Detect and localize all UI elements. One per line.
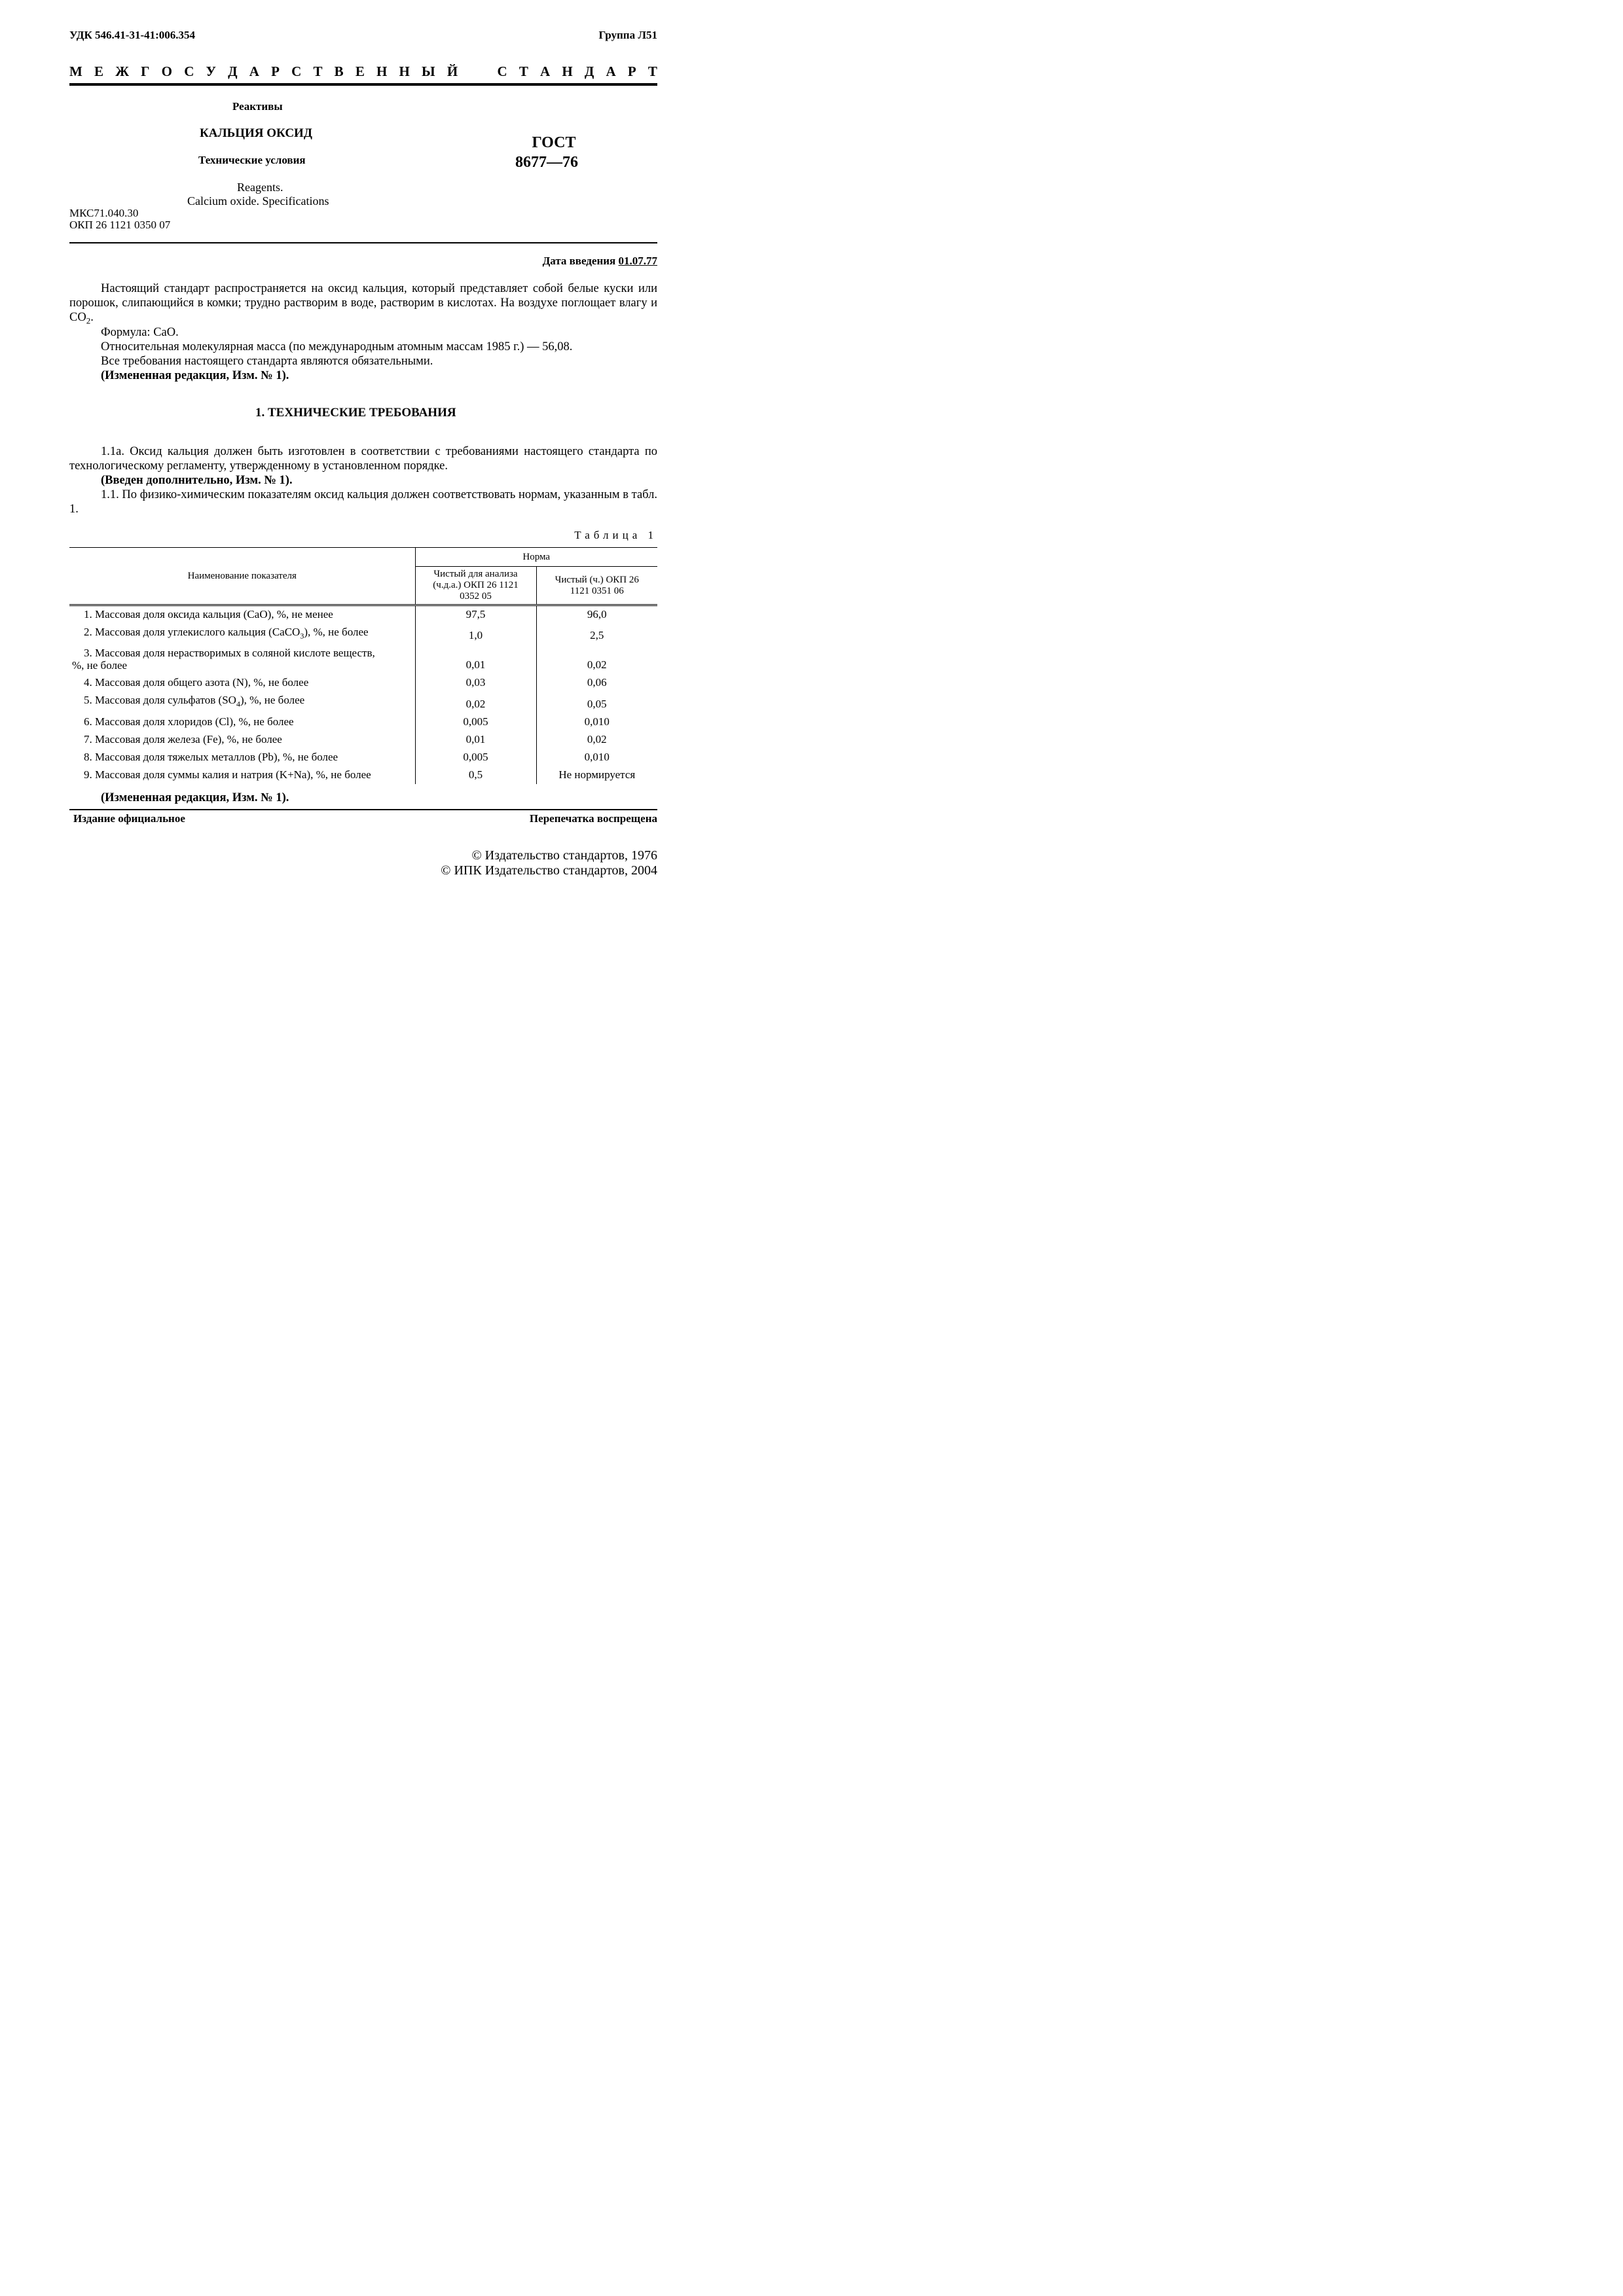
clause-1-1a: 1.1а. Оксид кальция должен быть изготовлен в соответствии с требованиями настоящего стандарта по технологическому регламенту, утвержденному в установленном порядке. [69, 445, 657, 473]
header-chda: Чистый для анализа (ч.д.а.) ОКП 26 1121 0352 05 [415, 567, 536, 605]
document-name: КАЛЬЦИЯ ОКСИД [200, 126, 312, 140]
group-code: Группа Л51 [598, 29, 657, 41]
table-row: 5. Массовая доля сульфатов $(SO_4)$, %, не более 0,02 0,05 [69, 692, 657, 713]
table-row: 9. Массовая доля суммы калия и натрия (K+Na), %, не более 0,5 Не нормируется [69, 766, 657, 784]
category: Реактивы [232, 100, 283, 113]
table-row: 7. Массовая доля железа (Fe), %, не более 0,01 0,02 [69, 731, 657, 749]
standard-title: М Е Ж Г О С У Д А Р С Т В Е Н Н Ы Й С Т А Н Д А Р Т [69, 63, 657, 79]
section-heading: 1. ТЕХНИЧЕСКИЕ ТРЕБОВАНИЯ [255, 406, 456, 420]
no-reprint-note: Перепечатка воспрещена [529, 812, 657, 825]
added-note: (Введен дополнительно, Изм. № 1). [101, 474, 293, 487]
table-row: 6. Массовая доля хлоридов (Cl), %, не более 0,005 0,010 [69, 713, 657, 731]
table-amendment-note: (Измененная редакция, Изм. № 1). [101, 791, 289, 804]
table-row: 2. Массовая доля углекислого кальция (CaCO$_3$), %, не более 1,0 2,5 [69, 624, 657, 645]
intro-date-value: 01.07.77 [618, 255, 657, 267]
header-name: Наименование показателя [69, 548, 415, 605]
header-ch: Чистый (ч.) ОКП 26 1121 0351 06 [536, 567, 657, 605]
amendment-note: (Измененная редакция, Изм. № 1). [101, 369, 289, 382]
formula-line: Формула: CaO. [101, 326, 179, 339]
mks-code: МКС71.040.30 [69, 207, 139, 219]
table-row: 1. Массовая доля оксида кальция (CaO), %, не менее 97,5 96,0 [69, 605, 657, 624]
okp-code: ОКП 26 1121 0350 07 [69, 219, 171, 231]
table-row: 3. Массовая доля нерастворимых в соляной кислоте веществ, %, не более 0,01 0,02 [69, 645, 657, 674]
table-row: 4. Массовая доля общего азота (N), %, не более 0,03 0,06 [69, 674, 657, 692]
copyright-2004: © ИПК Издательство стандартов, 2004 [441, 863, 657, 878]
footer-rule [69, 809, 657, 810]
english-title-1: Reagents. [237, 181, 283, 194]
table-caption: Таблица 1 [574, 529, 657, 541]
gost-label: ГОСТ [532, 134, 576, 151]
copyright-block [441, 848, 657, 878]
intro-date-label: Дата введения [542, 255, 616, 267]
indicators-table [69, 547, 657, 784]
english-title-2: Calcium oxide. Specifications [187, 194, 329, 207]
table-row: 8. Массовая доля тяжелых металлов (Pb), %, не более 0,005 0,010 [69, 749, 657, 766]
header-norm: Норма [415, 548, 657, 567]
document-subtitle: Технические условия [198, 154, 306, 166]
mandatory-line: Все требования настоящего стандарта являются обязательными. [101, 355, 433, 368]
clause-1-1: 1.1. По физико-химическим показателям оксид кальция должен соответствовать нормам, указанным в табл. 1. [69, 488, 657, 516]
title-rule [69, 242, 657, 243]
intro-paragraph: Настоящий стандарт распространяется на оксид кальция, который представляет собой белые куски или порошок, слипающийся в комки; трудно растворим в воде, растворим в кислотах. На воздухе поглощает влагу и $CO_2$. [69, 282, 657, 326]
header-rule [69, 83, 657, 86]
intro-date [543, 255, 657, 268]
molecular-mass-line: Относительная молекулярная масса (по международным атомным массам 1985 г.) — 56,08. [101, 340, 573, 353]
gost-number: 8677—76 [515, 154, 578, 171]
udk-code: УДК 546.41-31-41:006.354 [69, 29, 196, 41]
copyright-1976: © Издательство стандартов, 1976 [471, 848, 657, 863]
official-edition: Издание официальное [73, 812, 185, 825]
